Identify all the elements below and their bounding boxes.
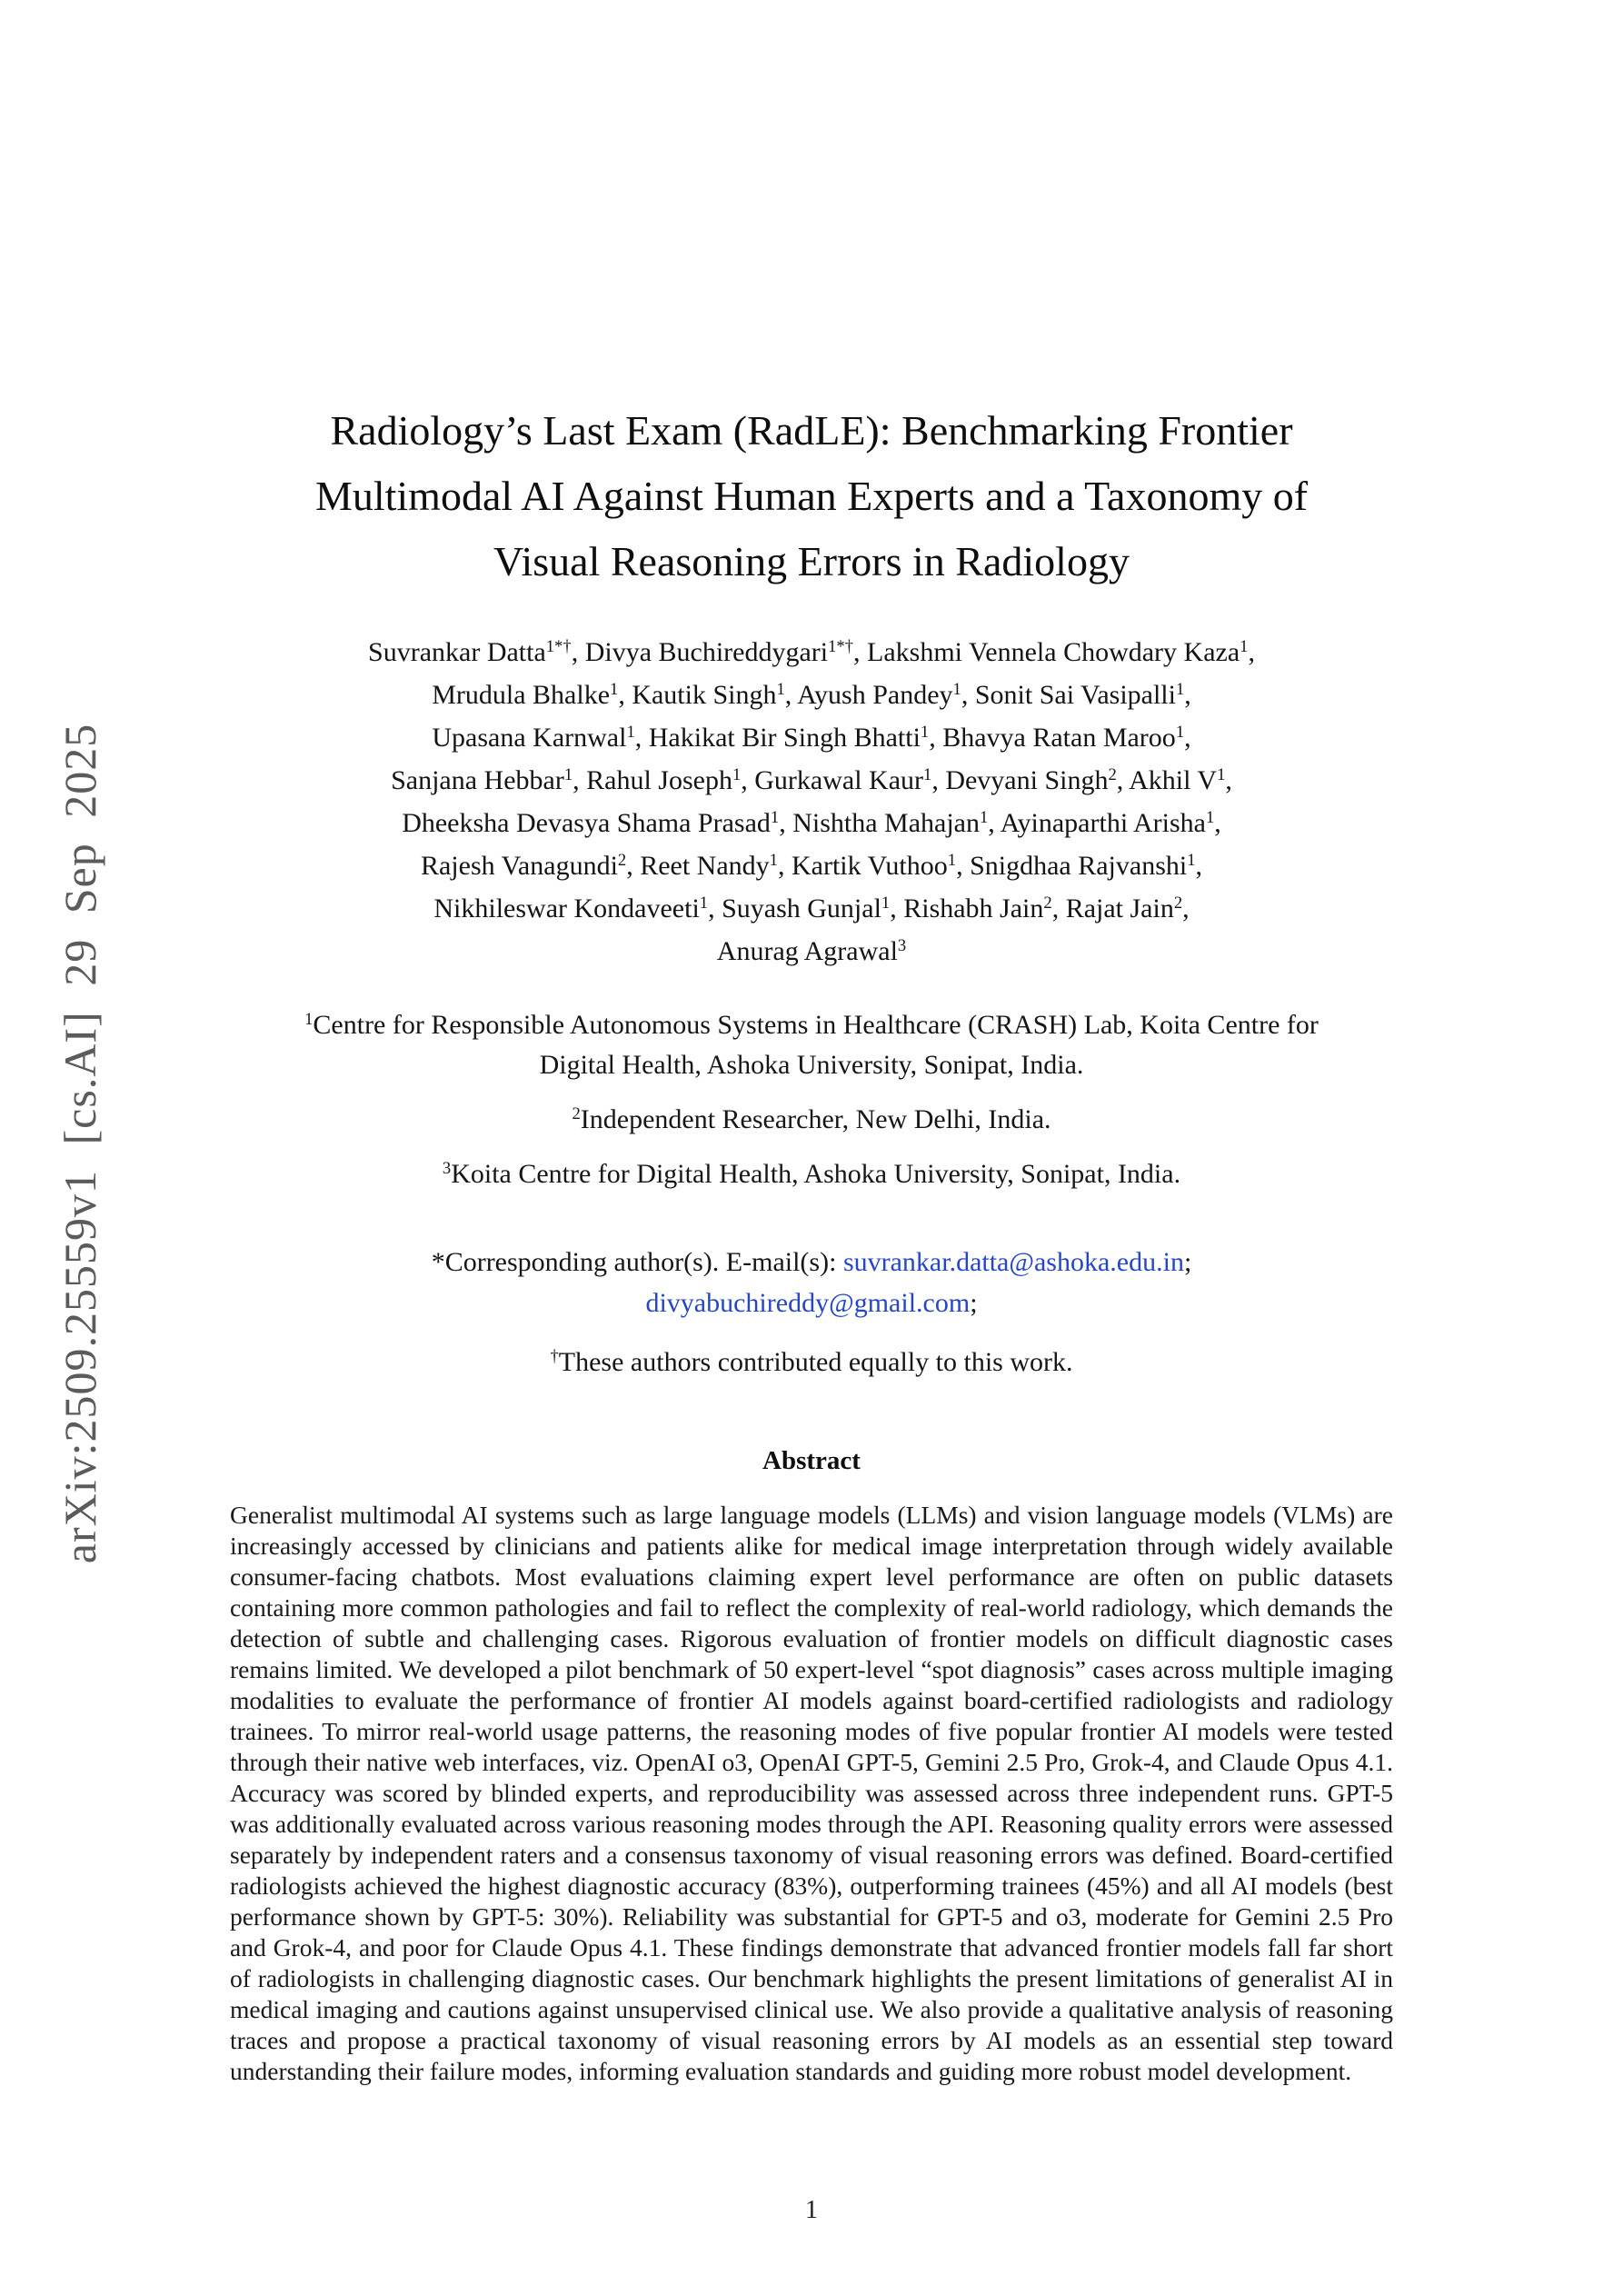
- equal-contribution-text: These authors contributed equally to this work.: [558, 1347, 1073, 1377]
- author-line: [230, 930, 1393, 973]
- authors-block: [230, 631, 1393, 973]
- author-line: [230, 631, 1393, 674]
- author-superscript: 1*†: [828, 636, 853, 656]
- author: Suyash Gunjal$^1$,: [722, 893, 897, 923]
- author: Gurkawal Kaur$^1$,: [754, 764, 939, 795]
- author-line: [230, 716, 1393, 759]
- author: Nikhileswar Kondaveeti$^1$,: [433, 893, 715, 923]
- author: Ayinaparthi Arisha$^1$,: [1000, 807, 1221, 838]
- author: Hakikat Bir Singh Bhatti$^1$,: [648, 722, 936, 753]
- author-superscript: 1: [920, 722, 930, 742]
- author-line: [230, 887, 1393, 930]
- author: Mrudula Bhalke$^1$,: [432, 679, 625, 710]
- affiliation: $^1$Centre for Responsible Autonomous Systems in Healthcare (CRASH) Lab, Koita Centre for Digital Health, Ashoka University, Sonipat, India.: [304, 1009, 1319, 1080]
- author-superscript: 1*†: [545, 636, 572, 656]
- author-superscript: 1: [776, 679, 785, 699]
- affiliation-superscript: 2: [572, 1103, 581, 1123]
- email-link-2[interactable]: divyabuchireddy@gmail.com: [645, 1288, 971, 1318]
- author: Sonit Sai Vasipalli$^1$,: [974, 679, 1191, 710]
- author-line: [230, 844, 1393, 887]
- author-superscript: 1: [1187, 850, 1196, 870]
- equal-contribution-note: [230, 1342, 1393, 1383]
- author: Dheeksha Devasya Shama Prasad$^1$,: [402, 807, 786, 838]
- abstract-heading: Abstract: [762, 1446, 861, 1475]
- title-line: Radiology’s Last Exam (RadLE): Benchmarking Frontier: [330, 407, 1293, 454]
- author-superscript: 1: [1206, 807, 1215, 827]
- author-superscript: 2: [1043, 893, 1052, 913]
- author: Kautik Singh$^1$,: [632, 679, 792, 710]
- author: Akhil $V^1$,: [1129, 764, 1232, 795]
- author-superscript: 1: [610, 679, 619, 699]
- affiliation-superscript: 1: [304, 1009, 314, 1029]
- author-superscript: 1: [952, 679, 961, 699]
- correspondence-line: [230, 1242, 1393, 1283]
- author-superscript: 2: [1173, 893, 1183, 913]
- correspondence-prefix: *Corresponding author(s). E-mail(s):: [431, 1247, 843, 1277]
- author: Nishtha Mahajan$^1$,: [792, 807, 995, 838]
- author-superscript: 1: [1175, 722, 1185, 742]
- affiliation: $^2$Independent Researcher, New Delhi, India.: [572, 1103, 1051, 1134]
- author-line: [230, 674, 1393, 716]
- dagger-symbol: †: [550, 1346, 559, 1366]
- author-line: [230, 759, 1393, 802]
- author: Anurag Agrawal$^3$: [716, 935, 907, 966]
- author-superscript: 1: [563, 764, 573, 784]
- author: Bhavya Ratan Maroo$^1$,: [942, 722, 1191, 753]
- author-superscript: 1: [732, 764, 742, 784]
- author: Lakshmi Vennela Chowdary Kaza$^1$,: [867, 636, 1255, 667]
- author: Rahul Joseph$^1$,: [586, 764, 748, 795]
- author: Snigdhaa Rajvanshi$^1$,: [970, 850, 1202, 881]
- author-superscript: 1: [923, 764, 932, 784]
- email-link-1[interactable]: suvrankar.datta@ashoka.edu.in: [842, 1247, 1184, 1277]
- author: Sanjana Hebbar$^1$,: [391, 764, 580, 795]
- correspondence-line: [230, 1283, 1393, 1323]
- paper-title: [230, 398, 1393, 594]
- affiliations-block: [230, 1005, 1393, 1194]
- author-superscript: 1: [1175, 679, 1185, 699]
- author: Rishabh Jain$^2$,: [903, 893, 1060, 923]
- correspondence-block: [230, 1242, 1393, 1383]
- author-superscript: 1: [881, 893, 891, 913]
- arxiv-stamp: arXiv:2509.25559v1 [cs.AI] 29 Sep 2025: [55, 723, 105, 1564]
- author: Upasana Karnwal$^1$,: [432, 722, 642, 753]
- title-line: Multimodal AI Against Human Experts and a Taxonomy of: [314, 473, 1309, 519]
- author-superscript: 1: [979, 807, 989, 827]
- author: Rajat Jain$^2$,: [1065, 893, 1190, 923]
- author-superscript: 1: [699, 893, 709, 913]
- page-number: 1: [805, 2196, 818, 2224]
- author: Divya Buchireddygari$^{1*\dagger}$,: [584, 636, 861, 667]
- author: Devyani Singh$^2$,: [945, 764, 1124, 795]
- semicolon: ;: [1183, 1247, 1192, 1277]
- author-superscript: 2: [1108, 764, 1117, 784]
- author: Kartik Vuthoo$^1$,: [791, 850, 963, 881]
- author-superscript: 1: [1217, 764, 1226, 784]
- paper-content: [230, 0, 1393, 2087]
- author: Rajesh Vanagundi$^2$,: [420, 850, 633, 881]
- author-line: [230, 802, 1393, 844]
- author: Ayush Pandey$^1$,: [797, 679, 969, 710]
- author-superscript: 2: [617, 850, 627, 870]
- author-superscript: 1: [1240, 636, 1249, 656]
- author-superscript: 1: [626, 722, 635, 742]
- abstract-text: Generalist multimodal AI systems such as large language models (LLMs) and vision language models (VLMs) are increasingly accessed by clinicians and patients alike for medical image interpretation through widely available consumer-facing chatbots. Most evaluations claiming expert level performance are often on public datasets containing more common pathologies and fail to reflect the complexity of real-world radiology, which demands the detection of subtle and challenging cases. Rigorous evaluation of frontier models on difficult diagnostic cases remains limited. We developed a pilot benchmark of 50 expert-level “spot diagnosis” cases across multiple imaging modalities to evaluate the performance of frontier AI models against board-certified radiologists and radiology trainees. To mirror real-world usage patterns, the reasoning modes of five popular frontier AI models were tested through their native web interfaces, viz. OpenAI o3, OpenAI GPT-5, Gemini 2.5 Pro, Grok-4, and Claude Opus 4.1. Accuracy was scored by blinded experts, and reproducibility was assessed across three independent runs. GPT-5 was additionally evaluated across various reasoning modes through the API. Reasoning quality errors were assessed separately by independent raters and a consensus taxonomy of visual reasoning errors was defined. Board-certified radiologists achieved the highest diagnostic accuracy (83%), outperforming trainees (45%) and all AI models (best performance shown by GPT-5: 30%). Reliability was substantial for GPT-5 and o3, moderate for Gemini 2.5 Pro and Grok-4, and poor for Claude Opus 4.1. These findings demonstrate that advanced frontier models fall far short of radiologists in challenging diagnostic cases. Our benchmark highlights the present limitations of generalist AI in medical imaging and cautions against unsupervised clinical use. We also provide a qualitative analysis of reasoning traces and propose a practical taxonomy of visual reasoning errors by AI models as an essential step toward understanding their failure modes, informing evaluation standards and guiding more robust model development.: [230, 1501, 1393, 2085]
- title-line: Visual Reasoning Errors in Radiology: [493, 538, 1130, 584]
- author-superscript: 1: [947, 850, 957, 870]
- author-superscript: 1: [769, 850, 778, 870]
- semicolon: ;: [970, 1288, 978, 1318]
- affiliation: $^3$Koita Centre for Digital Health, Ashoka University, Sonipat, India.: [442, 1158, 1181, 1189]
- author-superscript: 1: [770, 807, 780, 827]
- author: Reet Nandy$^1$,: [640, 850, 785, 881]
- author: Suvrankar Datta$^{1*\dagger}$,: [368, 636, 579, 667]
- affiliation-superscript: 3: [442, 1158, 452, 1178]
- author-superscript: 3: [897, 935, 907, 955]
